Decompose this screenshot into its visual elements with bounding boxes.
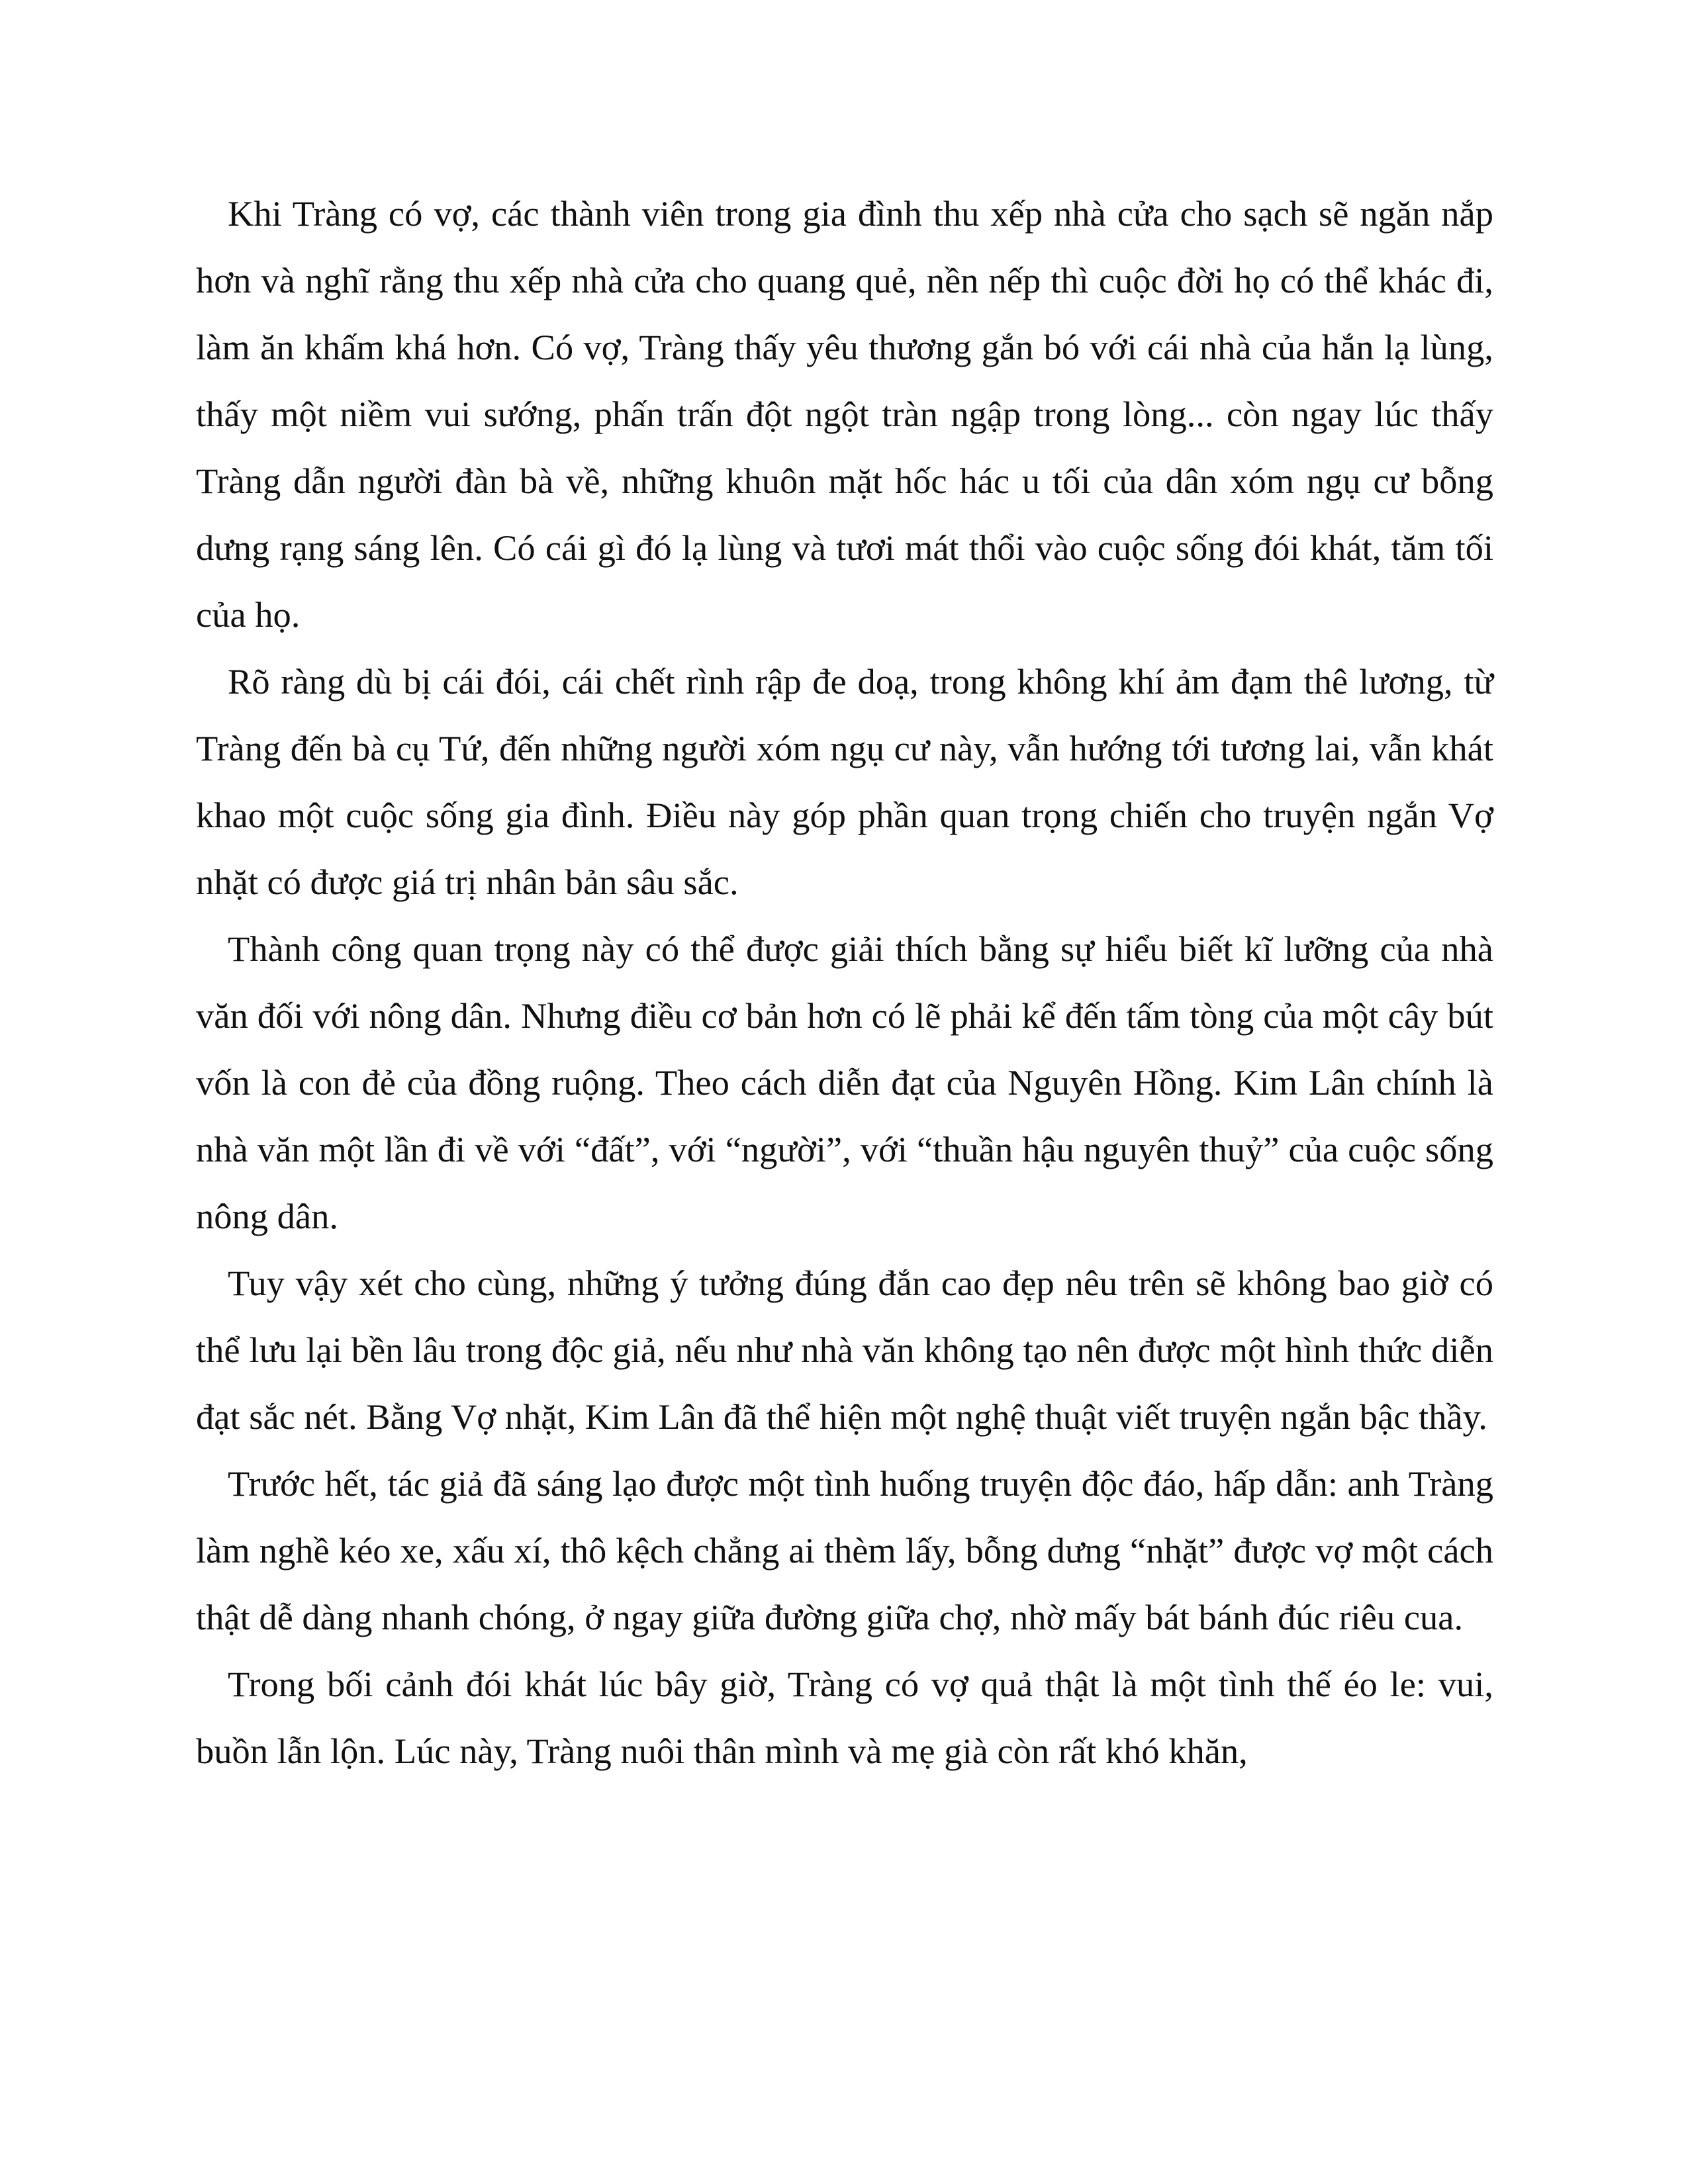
document-body (196, 180, 1493, 1784)
paragraph-4: Tuy vậy xét cho cùng, những ý tưởng đúng đắn cao đẹp nêu trên sẽ không bao giờ có thể lưu lại bền lâu trong độc giả, nếu như nhà văn không tạo nên được một hình thức diễn đạt sắc nét. Bằng Vợ nhặt, Kim Lân đã thể hiện một nghệ thuật viết truyện ngắn bậc thầy. (196, 1263, 1493, 1437)
paragraph-5: Trước hết, tác giả đã sáng lạo được một tình huống truyện độc đáo, hấp dẫn: anh Tràng làm nghề kéo xe, xấu xí, thô kệch chẳng ai thèm lấy, bỗng dưng “nhặt” được vợ một cách thật dễ dàng nhanh chóng, ở ngay giữa đường giữa chợ, nhờ mấy bát bánh đúc riêu cua. (196, 1463, 1493, 1637)
paragraph-6: Trong bối cảnh đói khát lúc bây giờ, Tràng có vợ quả thật là một tình thế éo le: vui, buồn lẫn lộn. Lúc này, Tràng nuôi thân mình và mẹ già còn rất khó khăn, (196, 1664, 1493, 1771)
paragraph-2: Rõ ràng dù bị cái đói, cái chết rình rập đe doạ, trong không khí ảm đạm thê lương, từ Tràng đến bà cụ Tứ, đến những người xóm ngụ cư này, vẫn hướng tới tương lai, vẫn khát khao một cuộc sống gia đình. Điều này góp phần quan trọng chiến cho truyện ngắn Vợ nhặt có được giá trị nhân bản sâu sắc. (196, 661, 1493, 902)
paragraph-3: Thành công quan trọng này có thể được giải thích bằng sự hiểu biết kĩ lưỡng của nhà văn đối với nông dân. Nhưng điều cơ bản hơn có lẽ phải kể đến tấm tòng của một cây bút vốn là con đẻ của đồng ruộng. Theo cách diễn đạt của Nguyên Hồng. Kim Lân chính là nhà văn một lần đi về với “đất”, với “người”, với “thuần hậu nguyên thuỷ” của cuộc sống nông dân. (196, 929, 1493, 1236)
paragraph-1: Khi Tràng có vợ, các thành viên trong gia đình thu xếp nhà cửa cho sạch sẽ ngăn nắp hơn và nghĩ rằng thu xếp nhà cửa cho quang quẻ, nền nếp thì cuộc đời họ có thể khác đi, làm ăn khấm khá hơn. Có vợ, Tràng thấy yêu thương gắn bó với cái nhà của hắn lạ lùng, thấy một niềm vui sướng, phấn trấn đột ngột tràn ngập trong lòng... còn ngay lúc thấy Tràng dẫn người đàn bà về, những khuôn mặt hốc hác u tối của dân xóm ngụ cư bỗng dưng rạng sáng lên. Có cái gì đó lạ lùng và tươi mát thổi vào cuộc sống đói khát, tăm tối của họ. (196, 193, 1493, 635)
